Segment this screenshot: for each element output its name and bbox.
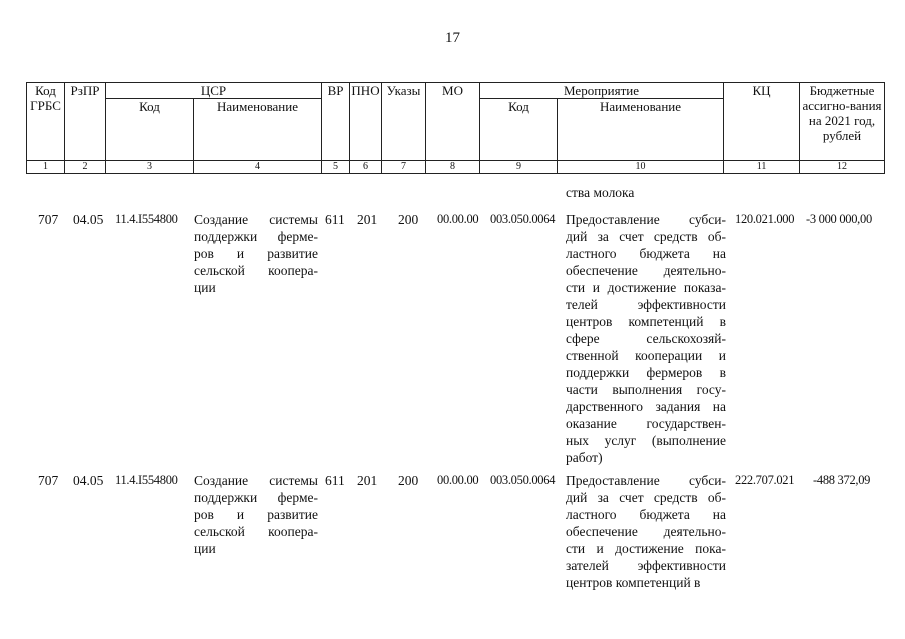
row-mer-kod: 003.050.0064 (490, 473, 556, 487)
header-csr-name: Наименование (194, 99, 322, 161)
row-kod-grbs: 707 (38, 473, 59, 488)
row-pno: 201 (357, 473, 378, 488)
carryover-text: ства молока (566, 185, 635, 200)
column-number: 9 (480, 161, 558, 174)
column-number: 7 (382, 161, 426, 174)
column-number: 2 (65, 161, 106, 174)
column-number: 4 (194, 161, 322, 174)
column-number: 10 (558, 161, 724, 174)
row-mer-kod: 003.050.0064 (490, 212, 556, 226)
row-kc: 222.707.021 (735, 473, 795, 487)
row-mer-name: Предоставление субси- дий за счет средств об- ластного бюджета на обеспечение деятельно- сти и достижение показа- телей эффективности центров компетенций в сфере сельскохозяй- ственной кооперации и поддержки фермеров в части выполнения госу- дарственного задания на оказание государствен- ных услуг (выполнение работ) (566, 212, 726, 465)
row-ukazy: 200 (398, 473, 419, 488)
row-rzpr: 04.05 (73, 212, 104, 227)
row-mer-name: Предоставление субси- дий за счет средств об- ластного бюджета на обеспечение деятельно- сти и достижение пока- зателей эффективности центров компетенций в (566, 473, 726, 590)
row-kod-grbs: 707 (38, 212, 59, 227)
row-amount: -488 372,09 (813, 473, 871, 487)
header-mo: МО (426, 83, 480, 161)
header-meropriyatie: Мероприятие (480, 83, 724, 99)
row-vr: 611 (325, 473, 345, 488)
header-pno: ПНО (350, 83, 382, 161)
row-csr-name: Создание системы поддержки фермe- ров и развитие сельской коопера- ции (194, 212, 318, 295)
column-number: 6 (350, 161, 382, 174)
column-number: 3 (106, 161, 194, 174)
row-mo: 00.00.00 (437, 212, 479, 226)
row-ukazy: 200 (398, 212, 419, 227)
row-vr: 611 (325, 212, 345, 227)
row-csr-kod: 11.4.I554800 (115, 212, 178, 226)
header-kc: КЦ (724, 83, 800, 161)
header-mer-kod: Код (480, 99, 558, 161)
column-number: 5 (322, 161, 350, 174)
row-mo: 00.00.00 (437, 473, 479, 487)
column-number: 11 (724, 161, 800, 174)
header-rzpr: РзПР (65, 83, 106, 161)
page-number: 17 (445, 30, 460, 46)
row-csr-kod: 11.4.I554800 (115, 473, 178, 487)
header-vr: ВР (322, 83, 350, 161)
column-number: 8 (426, 161, 480, 174)
row-amount: -3 000 000,00 (806, 212, 872, 226)
header-ukazy: Указы (382, 83, 426, 161)
column-number: 12 (800, 161, 885, 174)
header-kod-grbs: Код ГРБС (27, 83, 65, 161)
column-number: 1 (27, 161, 65, 174)
header-mer-name: Наименование (558, 99, 724, 161)
row-pno: 201 (357, 212, 378, 227)
header-csr: ЦСР (106, 83, 322, 99)
table-header (26, 82, 885, 174)
row-rzpr: 04.05 (73, 473, 104, 488)
header-csr-kod: Код (106, 99, 194, 161)
row-kc: 120.021.000 (735, 212, 795, 226)
row-csr-name: Создание системы поддержки фермe- ров и развитие сельской коопера- ции (194, 473, 318, 556)
header-budget: Бюджетные ассигно-вания на 2021 год, рублей (800, 83, 885, 161)
